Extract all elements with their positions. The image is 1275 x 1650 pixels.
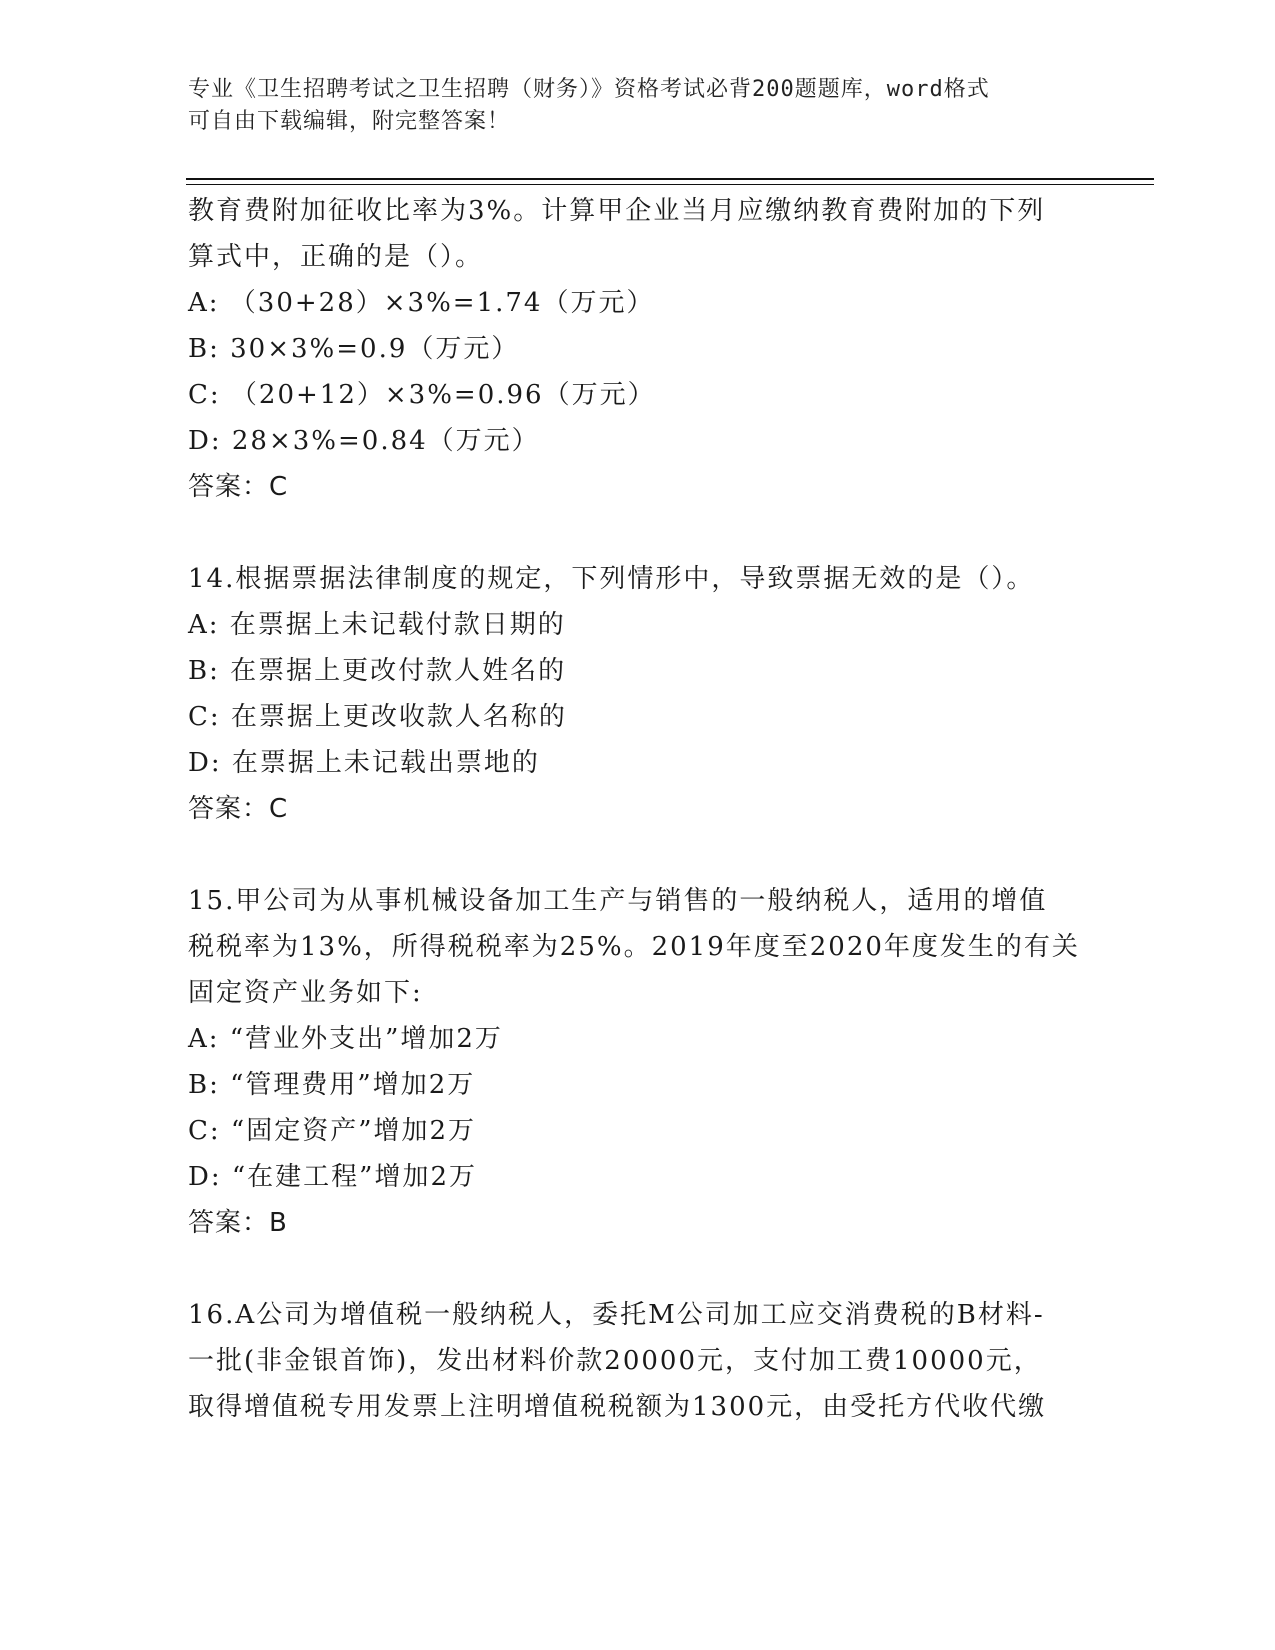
option-d: D: 在票据上未记载出票地的 bbox=[188, 748, 540, 778]
option-b: B: “管理费用”增加2万 bbox=[188, 1070, 476, 1100]
option-b: B: 在票据上更改付款人姓名的 bbox=[188, 656, 567, 686]
header-line-2: 可自由下载编辑，附完整答案！ bbox=[188, 109, 511, 134]
option-d: D: “在建工程”增加2万 bbox=[188, 1162, 477, 1192]
option-c: C: （20+12）×3%=0.96（万元） bbox=[188, 380, 656, 410]
document-body bbox=[188, 188, 1088, 1430]
option-a: A: 在票据上未记载付款日期的 bbox=[188, 610, 566, 640]
option-a: A: （30+28）×3%=1.74（万元） bbox=[188, 288, 655, 318]
option-d: D: 28×3%=0.84（万元） bbox=[188, 426, 540, 456]
answer-label: 答案：C bbox=[188, 794, 289, 824]
question-spacer bbox=[188, 1246, 1088, 1292]
question-spacer bbox=[188, 510, 1088, 556]
question-14 bbox=[188, 556, 1088, 832]
question-spacer bbox=[188, 832, 1088, 878]
document-header bbox=[188, 74, 1088, 138]
question-text-line: 14.根据票据法律制度的规定，下列情形中，导致票据无效的是（）。 bbox=[188, 564, 1035, 594]
option-c: C: 在票据上更改收款人名称的 bbox=[188, 702, 567, 732]
question-text-line: 固定资产业务如下: bbox=[188, 978, 423, 1008]
option-c: C: “固定资产”增加2万 bbox=[188, 1116, 477, 1146]
answer-label: 答案：C bbox=[188, 472, 289, 502]
answer-label: 答案：B bbox=[188, 1208, 288, 1238]
question-text-line: 教育费附加征收比率为3%。计算甲企业当月应缴纳教育费附加的下列 bbox=[188, 196, 1046, 226]
question-text-line: 一批(非金银首饰)，发出材料价款20000元，支付加工费10000元， bbox=[188, 1346, 1042, 1376]
header-divider-thin bbox=[186, 184, 1154, 185]
question-13-continued bbox=[188, 188, 1088, 510]
header-line-1: 专业《卫生招聘考试之卫生招聘（财务）》资格考试必背200题题库，word格式 bbox=[188, 77, 990, 102]
question-text-line: 16.A公司为增值税一般纳税人，委托M公司加工应交消费税的B材料- bbox=[188, 1300, 1045, 1330]
question-15 bbox=[188, 878, 1088, 1246]
header-divider-thick bbox=[186, 178, 1154, 180]
question-16 bbox=[188, 1292, 1088, 1430]
option-a: A: “营业外支出”增加2万 bbox=[188, 1024, 503, 1054]
question-text-line: 算式中，正确的是（）。 bbox=[188, 242, 484, 272]
option-b: B: 30×3%=0.9（万元） bbox=[188, 334, 520, 364]
question-text-line: 15.甲公司为从事机械设备加工生产与销售的一般纳税人，适用的增值 bbox=[188, 886, 1048, 916]
question-text-line: 取得增值税专用发票上注明增值税税额为1300元，由受托方代收代缴 bbox=[188, 1392, 1047, 1422]
question-text-line: 税税率为13%，所得税税率为25%。2019年度至2020年度发生的有关 bbox=[188, 932, 1080, 962]
